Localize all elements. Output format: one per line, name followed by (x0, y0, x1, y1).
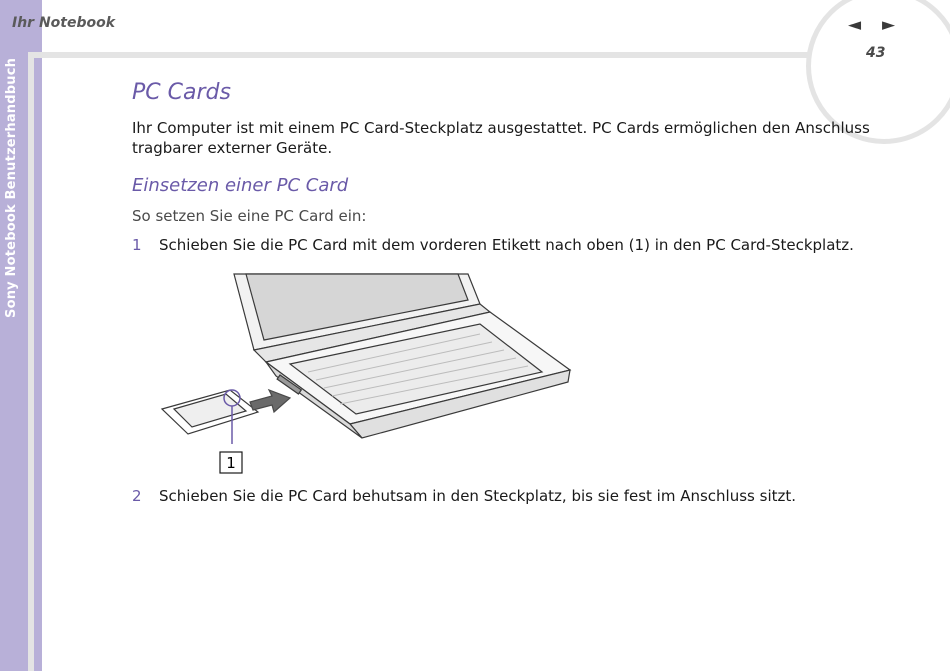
lead-text: So setzen Sie eine PC Card ein: (132, 207, 367, 225)
step-text: Schieben Sie die PC Card mit dem vorderen Etikett nach oben (1) in den PC Card-Steckplatz. (159, 236, 854, 254)
intro-paragraph: Ihr Computer ist mit einem PC Card-Steckplatz ausgestattet. PC Cards ermöglichen den Anschluss tragbarer externer Geräte. (132, 119, 870, 157)
top-rule (28, 52, 810, 58)
prev-page-icon[interactable]: ◄ (848, 15, 862, 35)
step-number: 1 (132, 236, 142, 254)
next-page-icon[interactable]: ► (882, 15, 896, 35)
sidebar (0, 0, 42, 671)
laptop-pc-card-drawing (150, 272, 590, 482)
page-number: 43 (866, 45, 886, 61)
section-subtitle: Einsetzen einer PC Card (132, 175, 349, 196)
left-rule (28, 52, 34, 671)
pc-card-illustration (150, 272, 590, 486)
sidebar-title: Sony Notebook Benutzerhandbuch (4, 57, 19, 318)
page-title: PC Cards (132, 80, 231, 105)
section-title: Ihr Notebook (12, 15, 116, 31)
figure-callout-label: 1 (226, 454, 236, 472)
step-text: Schieben Sie die PC Card behutsam in den Steckplatz, bis sie fest im Anschluss sitzt. (159, 487, 797, 505)
step-number: 2 (132, 487, 142, 505)
